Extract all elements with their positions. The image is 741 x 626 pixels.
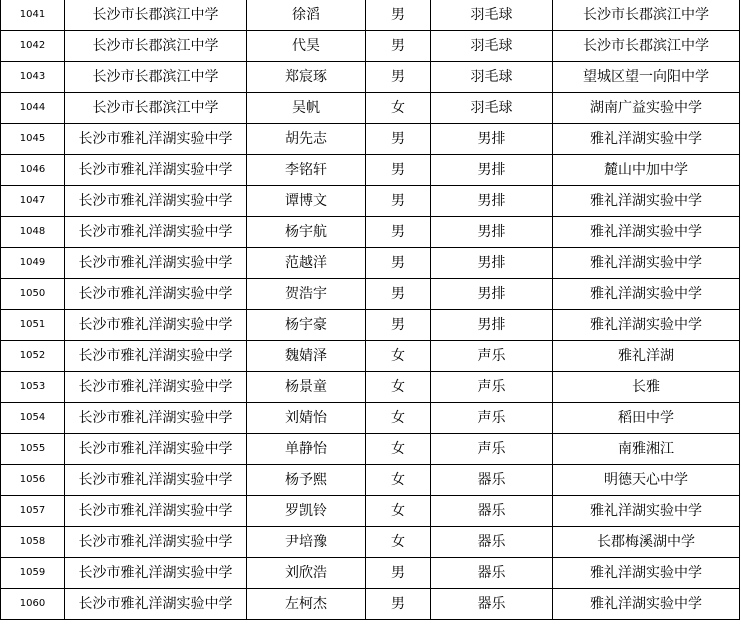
origin-school-cell: 长雅	[553, 372, 740, 403]
gender-cell: 男	[366, 155, 431, 186]
gender-cell: 男	[366, 186, 431, 217]
student-name-cell: 尹培豫	[247, 527, 366, 558]
gender-cell: 男	[366, 589, 431, 620]
specialty-item-cell: 羽毛球	[431, 93, 553, 124]
table-row	[1, 0, 740, 31]
admitted-school-cell: 长沙市雅礼洋湖实验中学	[65, 403, 247, 434]
student-name-cell: 杨景童	[247, 372, 366, 403]
specialty-item-cell: 器乐	[431, 496, 553, 527]
student-name-cell: 杨予熙	[247, 465, 366, 496]
gender-cell: 男	[366, 124, 431, 155]
row-number-cell: 1045	[1, 124, 65, 155]
student-name-cell: 范越洋	[247, 248, 366, 279]
student-name-cell: 刘欣浩	[247, 558, 366, 589]
specialty-item-cell: 声乐	[431, 372, 553, 403]
gender-cell: 男	[366, 310, 431, 341]
row-number-cell: 1060	[1, 589, 65, 620]
origin-school-cell: 明德天心中学	[553, 465, 740, 496]
origin-school-cell: 雅礼洋湖实验中学	[553, 217, 740, 248]
gender-cell: 女	[366, 496, 431, 527]
roster-body	[1, 0, 740, 620]
table-row	[1, 217, 740, 248]
admitted-school-cell: 长沙市雅礼洋湖实验中学	[65, 341, 247, 372]
admitted-school-cell: 长沙市雅礼洋湖实验中学	[65, 465, 247, 496]
row-number-cell: 1047	[1, 186, 65, 217]
row-number-cell: 1059	[1, 558, 65, 589]
table-row	[1, 186, 740, 217]
gender-cell: 男	[366, 248, 431, 279]
specialty-item-cell: 器乐	[431, 558, 553, 589]
gender-cell: 女	[366, 465, 431, 496]
origin-school-cell: 雅礼洋湖实验中学	[553, 558, 740, 589]
table-row	[1, 341, 740, 372]
row-number-cell: 1057	[1, 496, 65, 527]
row-number-cell: 1049	[1, 248, 65, 279]
specialty-item-cell: 声乐	[431, 403, 553, 434]
admitted-school-cell: 长沙市雅礼洋湖实验中学	[65, 155, 247, 186]
origin-school-cell: 南雅湘江	[553, 434, 740, 465]
admitted-school-cell: 长沙市雅礼洋湖实验中学	[65, 124, 247, 155]
specialty-item-cell: 器乐	[431, 465, 553, 496]
origin-school-cell: 麓山中加中学	[553, 155, 740, 186]
gender-cell: 男	[366, 558, 431, 589]
admitted-school-cell: 长沙市雅礼洋湖实验中学	[65, 248, 247, 279]
origin-school-cell: 雅礼洋湖实验中学	[553, 310, 740, 341]
specialty-item-cell: 男排	[431, 186, 553, 217]
table-row	[1, 279, 740, 310]
table-row	[1, 589, 740, 620]
table-row	[1, 403, 740, 434]
student-name-cell: 贺浩宇	[247, 279, 366, 310]
gender-cell: 女	[366, 434, 431, 465]
specialty-item-cell: 声乐	[431, 434, 553, 465]
origin-school-cell: 雅礼洋湖实验中学	[553, 186, 740, 217]
origin-school-cell: 雅礼洋湖实验中学	[553, 496, 740, 527]
row-number-cell: 1058	[1, 527, 65, 558]
origin-school-cell: 雅礼洋湖实验中学	[553, 248, 740, 279]
table-row	[1, 372, 740, 403]
admitted-school-cell: 长沙市雅礼洋湖实验中学	[65, 589, 247, 620]
gender-cell: 男	[366, 62, 431, 93]
table-row	[1, 155, 740, 186]
student-name-cell: 杨宇航	[247, 217, 366, 248]
admitted-school-cell: 长沙市雅礼洋湖实验中学	[65, 186, 247, 217]
admitted-school-cell: 长沙市雅礼洋湖实验中学	[65, 217, 247, 248]
admitted-school-cell: 长沙市长郡滨江中学	[65, 93, 247, 124]
specialty-item-cell: 声乐	[431, 341, 553, 372]
row-number-cell: 1041	[1, 0, 65, 31]
admitted-school-cell: 长沙市雅礼洋湖实验中学	[65, 496, 247, 527]
admitted-school-cell: 长沙市长郡滨江中学	[65, 31, 247, 62]
row-number-cell: 1051	[1, 310, 65, 341]
row-number-cell: 1043	[1, 62, 65, 93]
gender-cell: 女	[366, 372, 431, 403]
gender-cell: 女	[366, 527, 431, 558]
table-row	[1, 558, 740, 589]
student-name-cell: 谭博文	[247, 186, 366, 217]
row-number-cell: 1050	[1, 279, 65, 310]
admitted-school-cell: 长沙市雅礼洋湖实验中学	[65, 279, 247, 310]
student-name-cell: 李铭轩	[247, 155, 366, 186]
student-name-cell: 左柯杰	[247, 589, 366, 620]
student-name-cell: 代昊	[247, 31, 366, 62]
specialty-item-cell: 器乐	[431, 589, 553, 620]
table-row	[1, 310, 740, 341]
specialty-item-cell: 男排	[431, 248, 553, 279]
student-name-cell: 徐滔	[247, 0, 366, 31]
student-name-cell: 吴帆	[247, 93, 366, 124]
specialty-item-cell: 羽毛球	[431, 62, 553, 93]
origin-school-cell: 长郡梅溪湖中学	[553, 527, 740, 558]
gender-cell: 男	[366, 0, 431, 31]
specialty-item-cell: 羽毛球	[431, 0, 553, 31]
row-number-cell: 1052	[1, 341, 65, 372]
gender-cell: 女	[366, 341, 431, 372]
table-row	[1, 434, 740, 465]
student-name-cell: 单静怡	[247, 434, 366, 465]
specialty-item-cell: 男排	[431, 310, 553, 341]
admitted-school-cell: 长沙市雅礼洋湖实验中学	[65, 372, 247, 403]
row-number-cell: 1044	[1, 93, 65, 124]
admitted-school-cell: 长沙市雅礼洋湖实验中学	[65, 310, 247, 341]
row-number-cell: 1048	[1, 217, 65, 248]
table-row	[1, 465, 740, 496]
student-name-cell: 杨宇豪	[247, 310, 366, 341]
specialty-item-cell: 羽毛球	[431, 31, 553, 62]
table-row	[1, 124, 740, 155]
table-row	[1, 496, 740, 527]
specialty-item-cell: 男排	[431, 217, 553, 248]
origin-school-cell: 长沙市长郡滨江中学	[553, 0, 740, 31]
gender-cell: 女	[366, 93, 431, 124]
row-number-cell: 1042	[1, 31, 65, 62]
specialty-item-cell: 男排	[431, 279, 553, 310]
student-name-cell: 魏婧泽	[247, 341, 366, 372]
gender-cell: 女	[366, 403, 431, 434]
admitted-school-cell: 长沙市雅礼洋湖实验中学	[65, 434, 247, 465]
table-row	[1, 527, 740, 558]
gender-cell: 男	[366, 279, 431, 310]
origin-school-cell: 湖南广益实验中学	[553, 93, 740, 124]
table-row	[1, 93, 740, 124]
specialty-item-cell: 男排	[431, 124, 553, 155]
origin-school-cell: 稻田中学	[553, 403, 740, 434]
student-name-cell: 胡先志	[247, 124, 366, 155]
student-name-cell: 刘婧怡	[247, 403, 366, 434]
row-number-cell: 1046	[1, 155, 65, 186]
admitted-school-cell: 长沙市雅礼洋湖实验中学	[65, 558, 247, 589]
student-name-cell: 罗凯铃	[247, 496, 366, 527]
origin-school-cell: 长沙市长郡滨江中学	[553, 31, 740, 62]
origin-school-cell: 雅礼洋湖	[553, 341, 740, 372]
student-name-cell: 郑宸琢	[247, 62, 366, 93]
row-number-cell: 1055	[1, 434, 65, 465]
origin-school-cell: 雅礼洋湖实验中学	[553, 279, 740, 310]
gender-cell: 男	[366, 31, 431, 62]
row-number-cell: 1053	[1, 372, 65, 403]
origin-school-cell: 雅礼洋湖实验中学	[553, 124, 740, 155]
row-number-cell: 1054	[1, 403, 65, 434]
admitted-school-cell: 长沙市长郡滨江中学	[65, 62, 247, 93]
admitted-school-cell: 长沙市长郡滨江中学	[65, 0, 247, 31]
origin-school-cell: 望城区望一向阳中学	[553, 62, 740, 93]
table-row	[1, 31, 740, 62]
admitted-school-cell: 长沙市雅礼洋湖实验中学	[65, 527, 247, 558]
gender-cell: 男	[366, 217, 431, 248]
origin-school-cell: 雅礼洋湖实验中学	[553, 589, 740, 620]
row-number-cell: 1056	[1, 465, 65, 496]
table-row	[1, 62, 740, 93]
table-row	[1, 248, 740, 279]
specialty-item-cell: 男排	[431, 155, 553, 186]
specialty-item-cell: 器乐	[431, 527, 553, 558]
